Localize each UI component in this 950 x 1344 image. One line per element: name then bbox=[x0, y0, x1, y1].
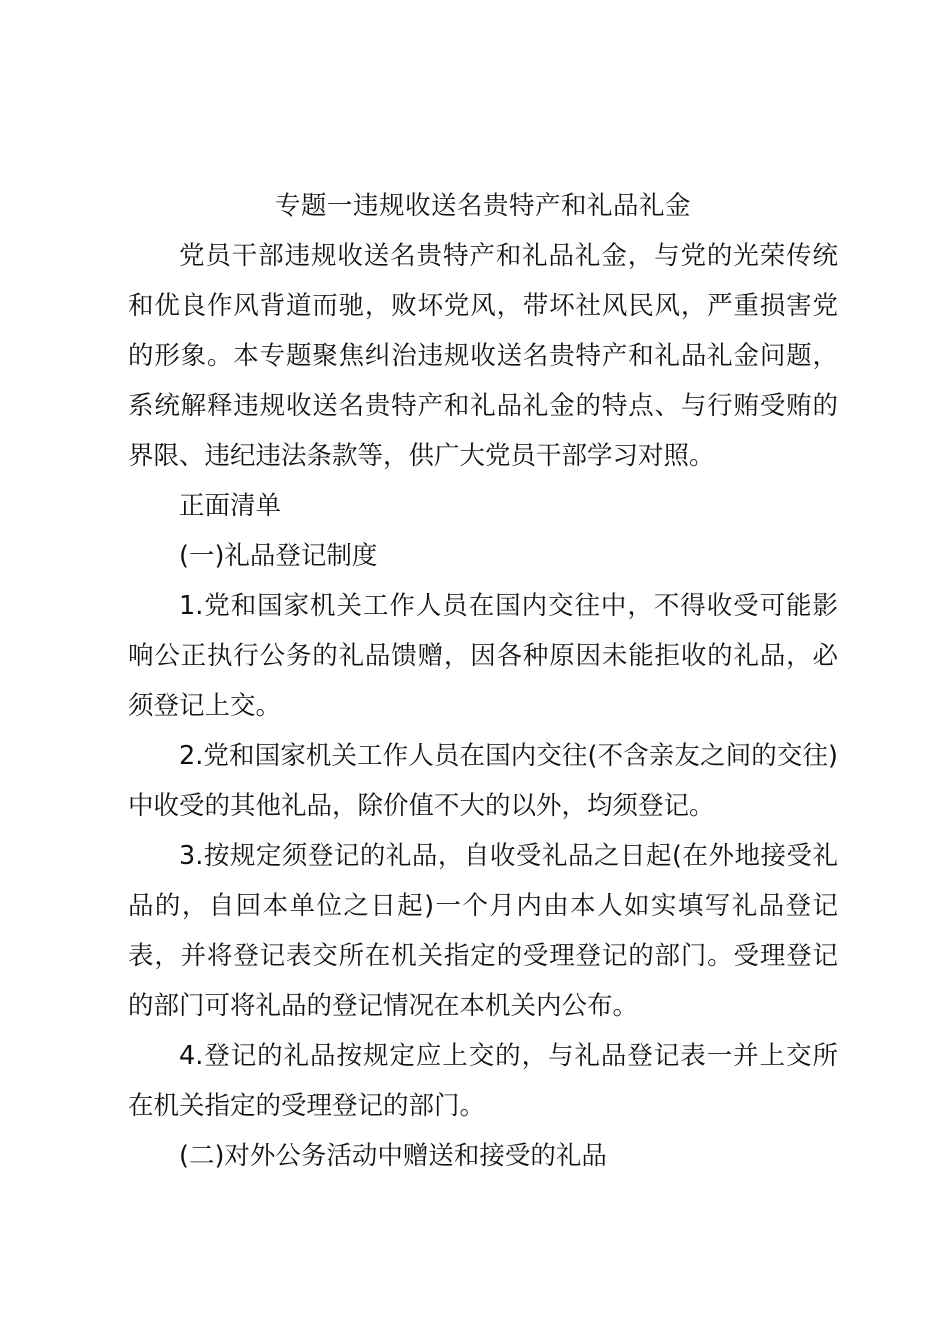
list-item-4: 4.登记的礼品按规定应上交的，与礼品登记表一并上交所在机关指定的受理登记的部门。 bbox=[128, 1041, 838, 1121]
list-item-1: 1.党和国家机关工作人员在国内交往中，不得收受可能影响公正执行公务的礼品馈赠，因各种原因未能拒收的礼品，必须登记上交。 bbox=[128, 591, 838, 721]
section-heading: 正面清单 bbox=[179, 491, 282, 521]
intro-paragraph: 党员干部违规收送名贵特产和礼品礼金，与党的光荣传统和优良作风背道而驰，败坏党风，带坏社风民风，严重损害党的形象。本专题聚焦纠治违规收送名贵特产和礼品礼金问题，系统解释违规收送名贵特产和礼品礼金的特点、与行贿受贿的界限、违纪违法条款等，供广大党员干部学习对照。 bbox=[128, 241, 838, 471]
subsection-heading-2: (二)对外公务活动中赠送和接受的礼品 bbox=[179, 1141, 607, 1171]
subsection-heading-1: (一)礼品登记制度 bbox=[179, 541, 378, 571]
document-body bbox=[128, 181, 838, 1181]
list-item-3: 3.按规定须登记的礼品，自收受礼品之日起(在外地接受礼品的，自回本单位之日起)一个月内由本人如实填写礼品登记表，并将登记表交所在机关指定的受理登记的部门。受理登记的部门可将礼品的登记情况在本机关内公布。 bbox=[128, 841, 838, 1021]
document-title: 专题一违规收送名贵特产和礼品礼金 bbox=[274, 191, 691, 221]
list-item-2: 2.党和国家机关工作人员在国内交往(不含亲友之间的交往)中收受的其他礼品，除价值不大的以外，均须登记。 bbox=[128, 741, 838, 821]
